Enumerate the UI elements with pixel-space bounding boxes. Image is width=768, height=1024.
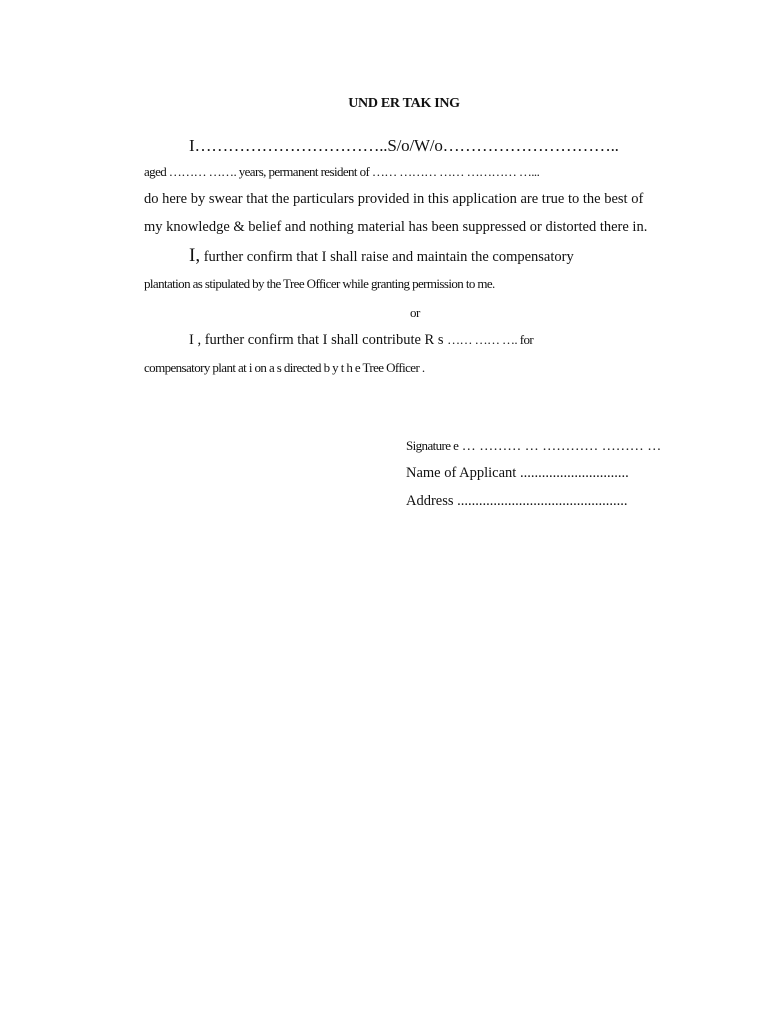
document-title: UND ER TAK ING <box>348 96 460 111</box>
contribution-line-2: compensatory plant at i on a s directed b y t h e Tree Officer . <box>144 360 425 375</box>
confirmation-line-2: plantation as stipulated by the Tree Officer while granting permission to me. <box>144 276 495 291</box>
confirmation-text: further confirm that I shall raise and maintain the compensatory <box>200 249 574 265</box>
applicant-address-line: Address ............................................... <box>406 493 628 509</box>
contribution-for: for <box>517 332 534 347</box>
amount-blank: …… …… …. <box>447 332 518 347</box>
contribution-text: I , further confirm that I shall contribute R s <box>189 332 448 348</box>
contribution-line-1 <box>189 332 533 349</box>
signature-label: Signature e <box>406 438 459 453</box>
declaration-line-2: my knowledge & belief and nothing material has been suppressed or distorted there in. <box>144 219 648 235</box>
name-relation-line: I……………………………..S/o/W/o………………………….. <box>189 136 619 155</box>
or-separator: or <box>410 305 420 320</box>
age-residence-line: aged ……… ……. years, permanent resident of …… ……… …… ………… …... <box>144 164 540 179</box>
confirmation-pronoun: I, <box>189 245 201 266</box>
declaration-line-1: do here by swear that the particulars provided in this application are true to the best of <box>144 191 644 207</box>
applicant-name-line: Name of Applicant .............................. <box>406 465 629 481</box>
confirmation-line-1 <box>189 245 574 267</box>
signature-line <box>406 438 661 455</box>
signature-blank: … ……… … ………… ……… … <box>458 439 662 454</box>
